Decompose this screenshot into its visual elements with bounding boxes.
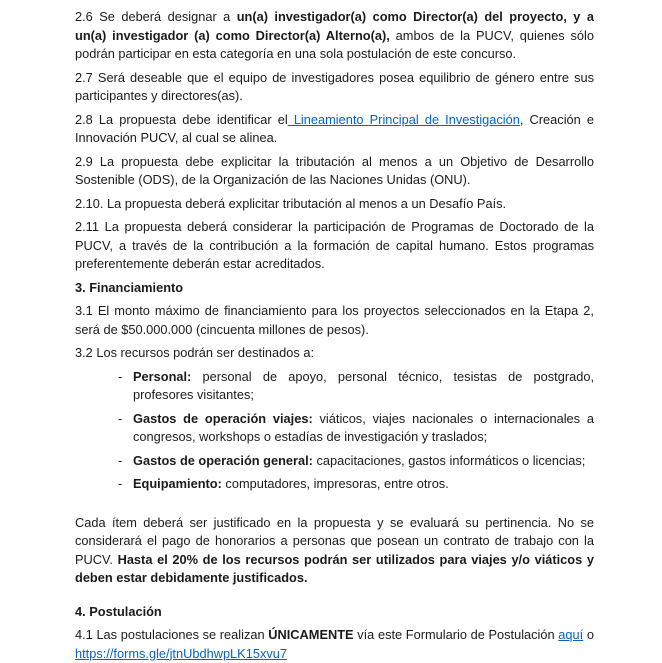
heading-financiamiento: 3. Financiamiento xyxy=(75,279,184,295)
blank-line xyxy=(75,499,594,514)
text-run: 2.11 La propuesta deberá considerar la participación de Programas de Doctorado de la PUCV, a través de la contribución a la formación de capital humano. Estos programas preferentemente deberán estar acreditados. xyxy=(75,219,594,271)
text-run: 2.9 La propuesta debe explicitar la tributación al menos a un Objetivo de Desarrollo Sostenible (ODS), de la Organización de las Naciones Unidas (ONU). xyxy=(75,153,594,187)
dash-bullet-marker: - xyxy=(118,452,123,468)
bullet-text xyxy=(133,410,594,447)
bullet-text xyxy=(133,452,594,471)
bold-run: Gastos de operación viajes: xyxy=(133,410,313,426)
text-run: 2.6 Se deberá designar a xyxy=(75,9,237,24)
bullet-text xyxy=(133,475,594,494)
bullet-item-gastos-general xyxy=(118,452,594,471)
dash-bullet-marker: - xyxy=(118,476,123,491)
bold-run: ÚNICAMENTE xyxy=(268,627,354,642)
text-run: computadores, impresoras, entre otros. xyxy=(221,476,449,491)
paragraph-2-10 xyxy=(75,195,594,214)
form-url-link[interactable]: https://forms.gle/jtnUbdhwpLK15xvu7 xyxy=(75,645,287,661)
text-run: Cada ítem deberá ser justificado en la propuesta y se evaluará su pertinencia. No se considerará el pago de honorarios a personas que posean un contrato de trabajo con la PUCV. xyxy=(75,514,594,567)
text-run: 3.2 Los recursos podrán ser destinados a: xyxy=(75,345,315,360)
text-run: 2.7 Será deseable que el equipo de investigadores posea equilibrio de género entre sus participantes y directores(as). xyxy=(75,69,594,103)
bullet-item-gastos-viajes xyxy=(118,410,594,447)
blank-line xyxy=(75,593,594,603)
paragraph-2-7 xyxy=(75,69,594,106)
text-run: capacitaciones, gastos informáticos o licencias; xyxy=(312,452,586,468)
paragraph-3-2 xyxy=(75,344,594,363)
aqui-link[interactable]: aquí xyxy=(558,627,584,642)
paragraph-2-8 xyxy=(75,111,594,148)
heading-postulacion: 4. Postulación xyxy=(75,603,162,619)
dash-bullet-marker: - xyxy=(118,368,123,384)
paragraph-cada-item xyxy=(75,514,594,588)
bold-run: Equipamiento: xyxy=(133,476,222,491)
text-run: viáticos, viajes nacionales o internacionales a congresos, workshops o estadías de investigación y traslados; xyxy=(133,410,594,444)
paragraph-4-1 xyxy=(75,626,594,663)
text-run: 2.8 La propuesta debe identificar el xyxy=(75,111,288,127)
text-run: vía este Formulario de Postulación xyxy=(353,627,559,642)
bullet-item-personal xyxy=(118,368,594,405)
text-run: ambos de la PUCV, quienes sólo podrán participar en esta categoría en una sola postulación de este concurso. xyxy=(75,27,594,61)
text-run: 3.1 El monto máximo de financiamiento para los proyectos seleccionados en la Etapa 2, será de $50.000.000 (cincuenta millones de pesos). xyxy=(75,303,594,337)
text-run: , Creación e Innovación PUCV, al cual se alinea. xyxy=(75,111,595,145)
bold-run: un(a) investigador(a) como Director(a) del proyecto, y a un(a) investigador (a) como Director(a) Alterno(a), xyxy=(75,9,594,43)
paragraph-3-1 xyxy=(75,302,594,339)
paragraph-2-6 xyxy=(75,8,594,64)
bold-run: Personal: xyxy=(133,368,192,384)
text-run: personal de apoyo, personal técnico, tesistas de postgrado, profesores visitantes; xyxy=(133,368,594,402)
dash-bullet-marker: - xyxy=(118,410,123,426)
resource-bullet-list xyxy=(118,368,594,494)
paragraph-2-9 xyxy=(75,153,594,190)
lineamiento-link[interactable]: Lineamiento Principal de Investigación xyxy=(287,111,520,127)
text-run: 4.1 Las postulaciones se realizan xyxy=(75,627,269,642)
bold-run: Gastos de operación general: xyxy=(133,452,313,468)
bullet-text xyxy=(133,368,594,405)
bullet-item-equipamiento xyxy=(118,475,594,494)
text-run: 2.10. La propuesta deberá explicitar tributación al menos a un Desafío País. xyxy=(75,195,507,211)
paragraph-2-11 xyxy=(75,218,594,274)
bold-run: Hasta el 20% de los recursos podrán ser utilizados para viajes y/o viáticos y deben estar debidamente justificados. xyxy=(75,551,594,585)
text-run: o xyxy=(583,627,594,642)
